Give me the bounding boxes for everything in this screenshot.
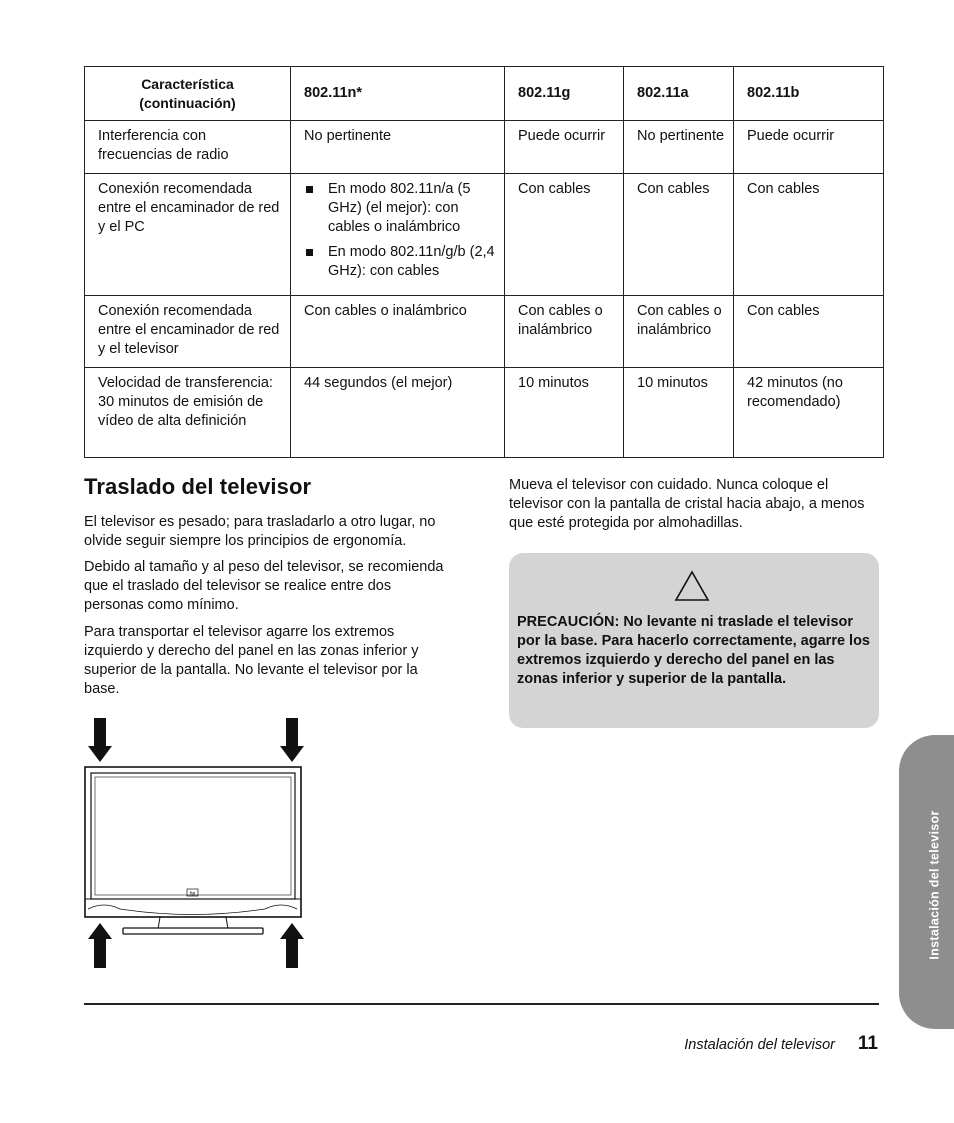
brand-logo: hp [189,891,196,897]
bullet-square-icon [306,249,313,256]
table-row [85,121,884,174]
tv-lifting-figure [84,715,304,971]
cell-802-11a: Con cables [624,174,734,296]
caution-text: PRECAUCIÓN: No levante ni traslade el televisor por la base. Para hacerlo correctamente, agarre los extremos izquierdo y derecho del panel en las zonas inferior y superior de la pantalla. [517,614,870,687]
side-tab-label: Instalación del televisor [928,810,942,960]
arrow-up-icon [280,923,304,968]
cell-802-11a: 10 minutos [624,368,734,458]
cell-802-11a: Con cables o inalámbrico [624,296,734,368]
table-header-row [85,67,884,121]
cell-802-11a: No pertinente [624,121,734,174]
caution-box [509,553,879,728]
cell-802-11n: 44 segundos (el mejor) [291,368,505,458]
side-tab-label-wrap [927,795,943,975]
row-label: Conexión recomendada entre el encaminador de red y el PC [85,174,291,296]
page-number: 11 [857,1033,878,1054]
cell-802-11g: 10 minutos [505,368,624,458]
table-row [85,368,884,458]
cell-802-11n [291,174,505,296]
header-802-11a: 802.11a [624,67,734,121]
cell-802-11b: Con cables [734,174,884,296]
cell-802-11b: Puede ocurrir [734,121,884,174]
table-row [85,174,884,296]
header-802-11b: 802.11b [734,67,884,121]
row-label: Conexión recomendada entre el encaminador de red y el televisor [85,296,291,368]
tv-icon [85,767,301,934]
cell-802-11g: Con cables o inalámbrico [505,296,624,368]
arrow-down-icon [88,718,112,762]
list-item [304,180,496,237]
table-row [85,296,884,368]
body-paragraph: El televisor es pesado; para trasladarlo a otro lugar, no olvide seguir siempre los principios de ergonomía. [84,514,436,549]
header-802-11g: 802.11g [505,67,624,121]
row-label: Interferencia con frecuencias de radio [85,121,291,174]
footer-divider [84,1003,879,1005]
bullet-square-icon [306,186,313,193]
cell-802-11n: Con cables o inalámbrico [291,296,505,368]
list-item [304,243,496,281]
cell-802-11b: Con cables [734,296,884,368]
header-feature: Característica (continuación) [85,67,291,121]
header-802-11n: 802.11n* [291,67,505,121]
bullet-list [304,180,496,281]
footer-chapter-label: Instalación del televisor [684,1037,835,1053]
arrow-down-icon [280,718,304,762]
chapter-side-tab [899,735,954,1029]
arrow-up-icon [88,923,112,968]
body-paragraph: Debido al tamaño y al peso del televisor, se recomienda que el traslado del televisor se realice entre dos personas como mínimo. [84,559,444,613]
cell-802-11n: No pertinente [291,121,505,174]
body-paragraph: Para transportar el televisor agarre los extremos izquierdo y derecho del panel en las zonas inferior y superior de la pantalla. No levante el televisor por la base. [84,624,419,697]
cell-802-11b: 42 minutos (no recomendado) [734,368,884,458]
cell-802-11g: Con cables [505,174,624,296]
section-title: Traslado del televisor [84,474,312,499]
wireless-spec-table [84,66,884,458]
row-label: Velocidad de transferencia: 30 minutos de emisión de vídeo de alta definición [85,368,291,458]
cell-802-11g: Puede ocurrir [505,121,624,174]
list-item-text: En modo 802.11n/g/b (2,4 GHz): con cables [328,244,495,279]
list-item-text: En modo 802.11n/a (5 GHz) (el mejor): con cables o inalámbrico [328,181,471,235]
warning-triangle-icon [674,570,710,602]
body-paragraph-right: Mueva el televisor con cuidado. Nunca coloque el televisor con la pantalla de cristal hacia abajo, a menos que esté protegida por almohadillas. [509,477,865,531]
